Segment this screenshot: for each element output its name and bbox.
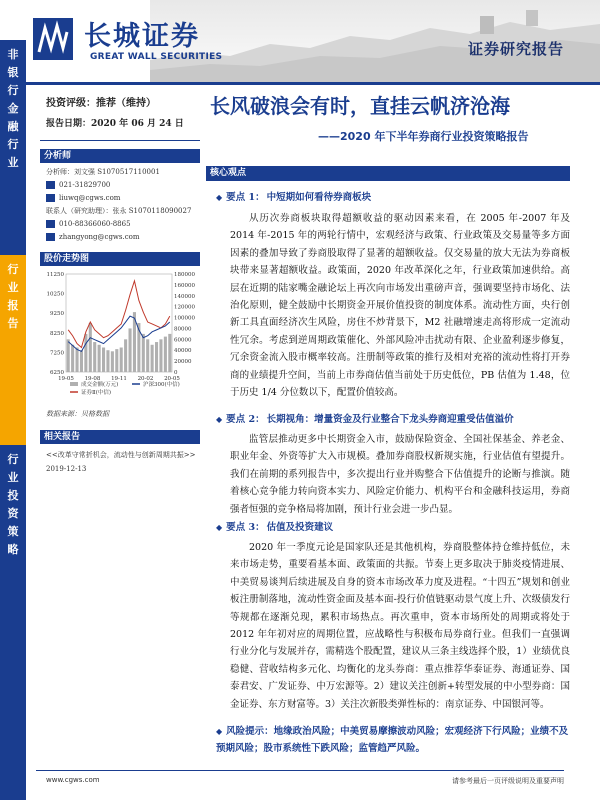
volume-bar	[128, 328, 131, 372]
x-tick-label: 19-05	[58, 376, 74, 382]
bullet-icon: ◆	[216, 726, 223, 736]
volume-bar	[89, 323, 92, 372]
bullet-icon: ◆	[216, 192, 223, 202]
side-tab-report: 行 业 报 告	[0, 255, 26, 445]
report-date: 报告日期：2020 年 06 月 24 日	[46, 119, 184, 129]
y-right-tick-label: 140000	[174, 293, 195, 300]
y-right-tick-label: 80000	[174, 326, 192, 333]
legend-label: 成交金额(万元)	[81, 382, 119, 388]
x-tick-label: 19-11	[111, 376, 127, 382]
bullet-icon: ◆	[216, 522, 223, 532]
risk-warning: ◆ 风险提示：地缘政治风险；中美贸易摩擦波动风险；宏观经济下行风险；业绩不及预期风险；股市系统性下跌风险；监管趋严风险。	[216, 726, 569, 754]
related-reports	[46, 448, 196, 476]
header-rule	[0, 82, 600, 85]
footer-rule	[36, 770, 564, 771]
legend-label: 沪深300(中信)	[143, 382, 180, 388]
core-views-head: 核心观点	[206, 166, 570, 180]
stock-price-chart	[40, 268, 200, 408]
phone-icon	[46, 181, 55, 189]
related-report-item[interactable]: <<改革守常折机会，流动性与创新周期共振>> 2019-12-13	[46, 451, 196, 473]
side-tab-strategy: 行 业 投 资 策 略	[0, 445, 26, 800]
volume-bar	[115, 349, 118, 372]
series-line	[68, 316, 170, 351]
report-subtitle: ——2020 年下半年券商行业投资策略报告	[318, 130, 529, 143]
point-1: ◆ 要点 1： 中短期如何看待券商板块	[216, 192, 372, 203]
legend-label: 证券Ⅱ(中信)	[81, 390, 112, 396]
analyst-name: 分析师：刘文强 S1070517110001	[46, 168, 160, 176]
legend-swatch	[70, 382, 78, 386]
volume-bar	[67, 339, 70, 372]
volume-bar	[168, 334, 171, 372]
logo-icon	[33, 18, 73, 60]
point-3-paragraph: 2020 年一季度元论是国家队还是其他机构，券商股整体持仓维持低位，未来市场走势，重要看基本面、政策面的共振。节奏上更多取决于肺炎疫情进展、中美贸易谈判后续进展及自身的资本市场改革力度及进程。“十四五”规划和创业板注册制落地，流动性资金面及基本面-投行价值链驱动景气度上升、次级债发行等规都在逐渐兑现，累积市场热点。再次重申，资本市场所处的周期或将处于 2012 年年初对应的周期位置，应战略性与积极布局券商行业。但我们一直强调行业分化与发展并存，需精选个股配置，建议从三条主线选择个股，1）业绩优良稳健、营收结构多元化、均衡化的龙头券商：重点推荐华泰证券、海通证券、国泰君安、广发证券、中万宏源等。2）建议关注创新+转型发展的中小型券商：国金证券、东方财富等。3）关注次新股类弹性标的：南京证券、中国银河等。	[230, 542, 570, 710]
volume-bar	[146, 339, 149, 372]
contact-phone: 010-88366060-8865	[46, 218, 191, 231]
footer-note: 请参考最后一页评级说明及重要声明	[452, 777, 564, 785]
y-right-tick-label: 0	[174, 370, 178, 376]
point-2-paragraph: 监管层推动更多中长期资金入市，鼓励保险资金、全国社保基金、养老金、职业年金、外资等扩大入市规模。叠加券商股权新规实施，行业估值有望提升。我们在前期的系列报告中，多次提出行业并购整合下估值提升的论断与推演。随着核心竞争能力转向资本实力、风险定价能力、机构平台和金融科技运用，券商强者恒强的竞争格局将加剧，预计行业会进一步凸显。	[230, 434, 570, 515]
volume-bar	[124, 339, 127, 372]
volume-bar	[155, 342, 158, 372]
analyst-section-head: 分析师	[40, 149, 200, 163]
logo-text: 长城证券	[84, 21, 200, 52]
y-left-tick-label: 6250	[50, 370, 64, 376]
volume-bar	[111, 351, 114, 372]
analyst-email: liuwq@cgws.com	[46, 192, 191, 205]
analyst-phone: 021-31829700	[46, 179, 191, 192]
core-rule	[206, 180, 570, 181]
volume-bar	[142, 334, 145, 372]
volume-bar	[93, 342, 96, 372]
report-type: 证券研究报告	[467, 40, 564, 58]
left-rule	[40, 140, 200, 141]
volume-bar	[71, 345, 74, 372]
point-3: ◆ 要点 3： 估值及投资建议	[216, 522, 334, 533]
email-icon	[46, 233, 55, 241]
email-icon	[46, 194, 55, 202]
x-tick-label: 20-02	[137, 376, 154, 382]
bullet-icon: ◆	[216, 414, 223, 424]
volume-bar	[75, 348, 78, 373]
phone-icon	[46, 220, 55, 228]
y-right-tick-label: 60000	[174, 337, 192, 344]
volume-bar	[84, 334, 87, 372]
x-tick-label: 20-05	[164, 376, 180, 382]
volume-bar	[98, 345, 101, 372]
volume-bar	[80, 350, 83, 372]
investment-rating: 投资评级：推荐（维持）	[46, 98, 156, 109]
volume-bar	[159, 339, 162, 372]
footer-url[interactable]: www.cgws.com	[46, 776, 100, 784]
volume-bar	[120, 348, 123, 373]
report-title: 长风破浪会有时，直挂云帆济沧海	[210, 94, 510, 118]
logo-subtitle: GREAT WALL SECURITIES	[90, 52, 223, 62]
volume-bar	[102, 348, 105, 373]
chart-source: 数据来源：贝格数据	[46, 410, 109, 418]
y-right-tick-label: 120000	[174, 304, 195, 311]
chart-section-head: 股价走势图	[40, 252, 200, 266]
side-tab-industry: 非 银 行 金 融 行 业	[0, 40, 26, 255]
y-right-tick-label: 100000	[174, 315, 195, 322]
volume-bar	[164, 337, 167, 372]
point-1-paragraph: 从历次券商板块取得超额收益的驱动因素来看，在 2005 年-2007 年及 2014 年-2015 年的两轮行情中，宏观经济与政策、行业政策及交易量等多方面因素的叠加导致了券商股取得了显著的超额收益。仅交易量的放大无法为券商板块带来显著超额收益。政策面，2020 年改革深化之年，行业政策加速供给。高层在近期的陆家嘴金融论坛上再次向市场发出重磅声音，强调要坚持市场化、法治化原则，健全鼓励中长期资金开展价值投资的制度体系。流动性方面，央行创新工具直面经济次生风险，房住不炒背景下，M2 社融增速走高将形成一定流动性冗余。考虑到逆周期政策催化、外部风险冲击扰动有限、企业盈利逐步修复，冗余资金流入股市概率较高。注册制等政策的推行及相对充裕的流动性将打开券商的业绩提升空间，当前上市券商估值当前处于历史低位，PB 估值为 1.48，位于历史 1/4 分位数以下，配置价值较高。	[230, 213, 570, 399]
y-left-tick-label: 7250	[50, 350, 64, 357]
y-left-tick-label: 11250	[46, 272, 64, 278]
y-left-tick-label: 9250	[50, 311, 64, 318]
volume-bar	[106, 350, 109, 372]
y-right-tick-label: 20000	[174, 359, 192, 366]
volume-bar	[151, 345, 154, 372]
contact-email: zhangyong@cgws.com	[46, 231, 191, 244]
header-banner	[0, 0, 600, 82]
analyst-info	[46, 166, 191, 244]
contact-name: 联系人（研究助理）：张永 S1070118090027	[46, 207, 192, 215]
point-2: ◆ 要点 2： 长期视角：增量资金及行业整合下龙头券商迎重受估值溢价	[216, 414, 514, 425]
y-left-tick-label: 10250	[46, 291, 64, 298]
related-section-head: 相关报告	[40, 430, 200, 444]
y-right-tick-label: 180000	[174, 272, 195, 278]
y-right-tick-label: 40000	[174, 348, 192, 355]
y-right-tick-label: 160000	[174, 282, 195, 289]
x-tick-label: 19-08	[84, 376, 101, 382]
y-left-tick-label: 8250	[50, 330, 64, 337]
series-line	[68, 281, 170, 348]
